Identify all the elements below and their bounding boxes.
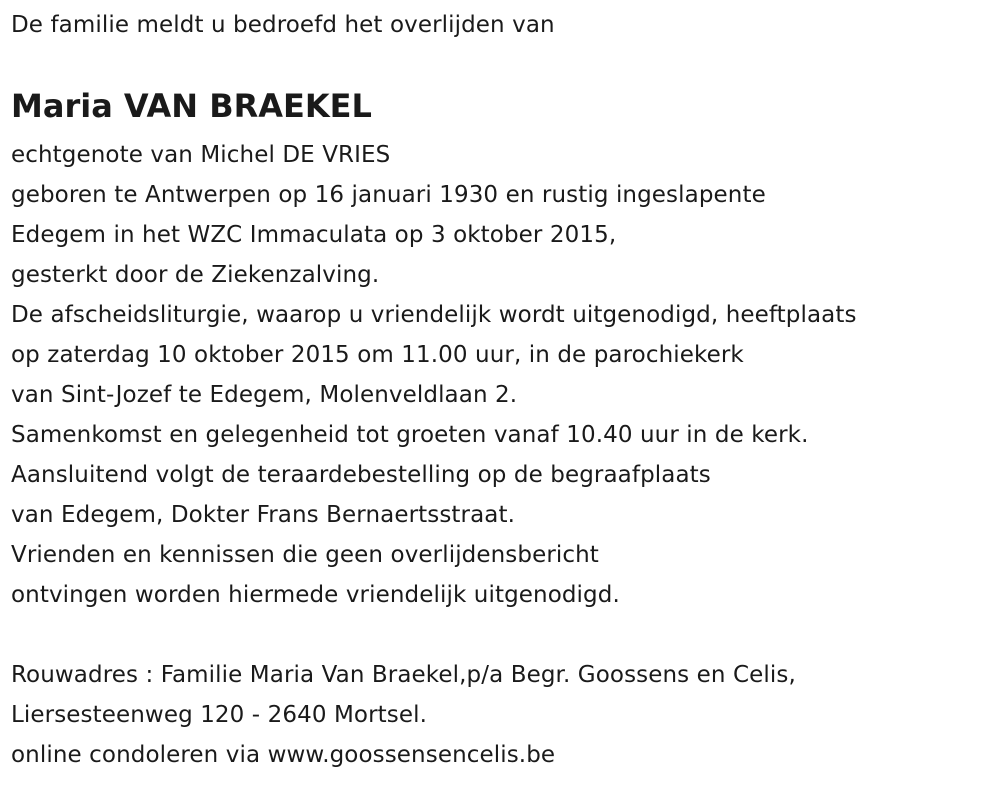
body-line: gesterkt door de Ziekenzalving. <box>11 262 380 288</box>
body-line: ontvingen worden hiermede vriendelijk uitgenodigd. <box>11 582 620 608</box>
notice-body <box>11 135 996 615</box>
body-line: Aansluitend volgt de teraardebestelling op de begraafplaats <box>11 462 711 488</box>
mourning-address-line: Liersesteenweg 120 - 2640 Mortsel. <box>11 702 427 728</box>
body-line: op zaterdag 10 oktober 2015 om 11.00 uur, in de parochiekerk <box>11 342 744 368</box>
body-line: Vrienden en kennissen die geen overlijdensbericht <box>11 542 599 568</box>
body-line: van Edegem, Dokter Frans Bernaertsstraat. <box>11 502 516 528</box>
body-line: geboren te Antwerpen op 16 januari 1930 en rustig ingeslapente <box>11 182 766 208</box>
body-line: De afscheidsliturgie, waarop u vriendelijk wordt uitgenodigd, heeftplaats <box>11 302 857 328</box>
intro-text: De familie meldt u bedroefd het overlijden van <box>11 12 555 38</box>
deceased-name: Maria VAN BRAEKEL <box>11 87 372 125</box>
body-line: van Sint-Jozef te Edegem, Molenveldlaan 2. <box>11 382 518 408</box>
body-line: Samenkomst en gelegenheid tot groeten vanaf 10.40 uur in de kerk. <box>11 422 809 448</box>
death-notice <box>11 6 996 775</box>
body-line: echtgenote van Michel DE VRIES <box>11 142 391 168</box>
online-condolence-line: online condoleren via www.goossensencelis.be <box>11 742 556 768</box>
mourning-address-line: Rouwadres : Familie Maria Van Braekel,p/a Begr. Goossens en Celis, <box>11 662 796 688</box>
section-spacer <box>11 615 996 655</box>
body-line: Edegem in het WZC Immaculata op 3 oktober 2015, <box>11 222 617 248</box>
contact-block <box>11 655 996 775</box>
